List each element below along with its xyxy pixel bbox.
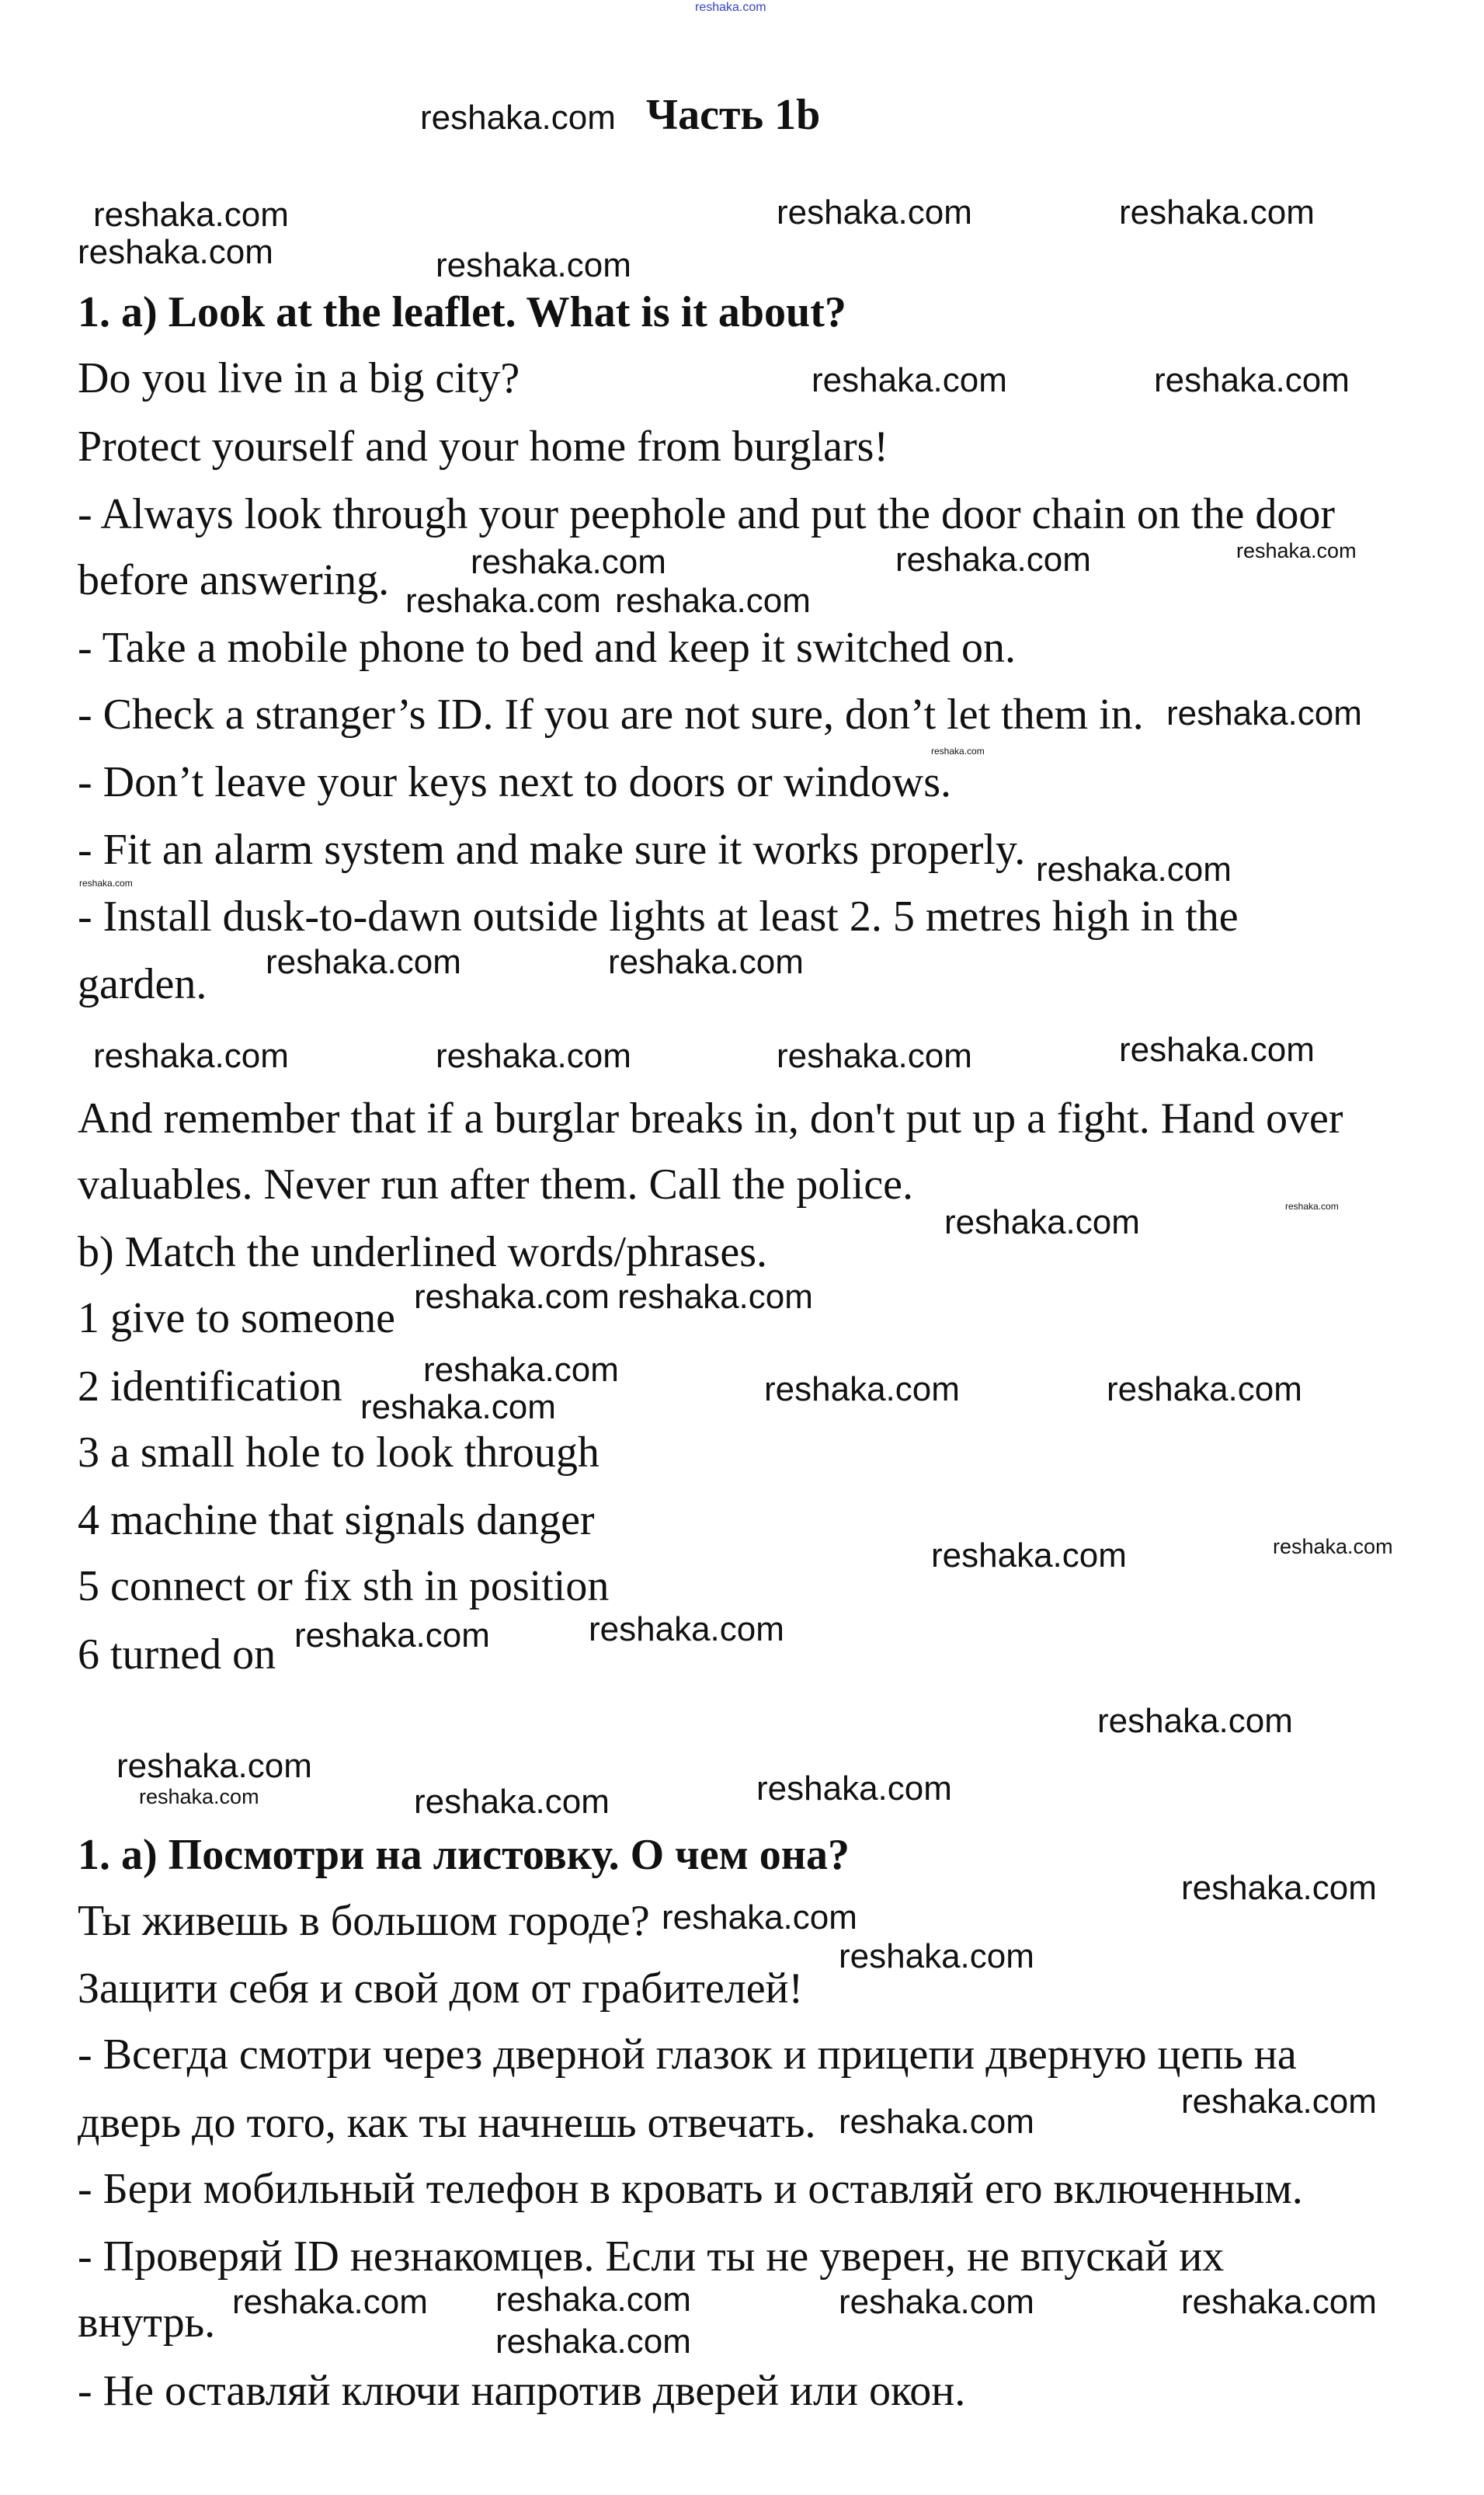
watermark-text: reshaka.com: [405, 582, 601, 620]
watermark-text: reshaka.com: [756, 1769, 952, 1808]
watermark-text: reshaka.com: [436, 246, 631, 284]
text-line: - Install dusk-to-dawn outside lights at least 2. 5 metres high in the: [78, 893, 1239, 941]
watermark-text: reshaka.com: [420, 99, 616, 137]
text-line: Ты живешь в большом городе?: [78, 1897, 650, 1945]
watermark-text: reshaka.com: [1236, 539, 1357, 562]
text-line: 3 a small hole to look through: [78, 1428, 600, 1477]
text-line: - Бери мобильный телефон в кровать и оставляй его включенным.: [78, 2165, 1303, 2213]
watermark-text: reshaka.com: [414, 1783, 610, 1821]
text-line: - Don’t leave your keys next to doors or windows.: [78, 758, 952, 806]
watermark-text: reshaka.com: [116, 1747, 312, 1785]
watermark-text: reshaka.com: [495, 2323, 691, 2361]
text-line: Do you live in a big city?: [78, 354, 520, 402]
watermark-text: reshaka.com: [895, 541, 1091, 579]
watermark-text: reshaka.com: [1097, 1702, 1293, 1740]
text-line: 5 connect or fix sth in position: [78, 1562, 610, 1610]
watermark-text: reshaka.com: [839, 1937, 1034, 1975]
text-line: дверь до того, как ты начнешь отвечать.: [78, 2099, 816, 2147]
watermark-text: reshaka.com: [93, 196, 289, 234]
text-line: b) Match the underlined words/phrases.: [78, 1228, 767, 1276]
text-line: внутрь.: [78, 2298, 216, 2347]
watermark-text: reshaka.com: [78, 233, 273, 271]
watermark-text: reshaka.com: [436, 1037, 631, 1075]
text-line: 6 turned on: [78, 1630, 276, 1679]
text-line: - Всегда смотри через дверной глазок и прицепи дверную цепь на: [78, 2030, 1297, 2079]
watermark-text: reshaka.com: [839, 2283, 1034, 2321]
watermark-text: reshaka.com: [812, 361, 1007, 399]
watermark-text: reshaka.com: [266, 943, 461, 981]
watermark-text: reshaka.com: [471, 543, 666, 581]
watermark-text: reshaka.com: [414, 1278, 610, 1316]
watermark-text: reshaka.com: [695, 1, 766, 14]
text-line: - Не оставляй ключи напротив дверей или окон.: [78, 2367, 966, 2415]
watermark-text: reshaka.com: [360, 1388, 556, 1426]
watermark-text: reshaka.com: [423, 1351, 619, 1389]
text-line: - Check a stranger’s ID. If you are not sure, don’t let them in.: [78, 691, 1144, 739]
watermark-text: reshaka.com: [1119, 193, 1315, 231]
watermark-text: reshaka.com: [1181, 2283, 1377, 2321]
watermark-text: reshaka.com: [93, 1037, 289, 1075]
watermark-text: reshaka.com: [1036, 851, 1232, 889]
text-line: Защити себя и свой дом от грабителей!: [78, 1964, 804, 2013]
text-line: - Fit an alarm system and make sure it works properly.: [78, 826, 1026, 874]
text-line: - Проверяй ID незнакомцев. Если ты не уверен, не впускай их: [78, 2232, 1225, 2281]
watermark-text: reshaka.com: [1181, 1869, 1377, 1907]
watermark-text: reshaka.com: [764, 1370, 960, 1408]
text-line: Protect yourself and your home from burglars!: [78, 423, 889, 471]
text-line: before answering.: [78, 556, 390, 604]
watermark-text: reshaka.com: [495, 2281, 691, 2319]
watermark-text: reshaka.com: [777, 193, 972, 231]
watermark-text: reshaka.com: [617, 1278, 813, 1316]
watermark-text: reshaka.com: [294, 1616, 490, 1655]
watermark-text: reshaka.com: [839, 2103, 1034, 2141]
text-line: garden.: [78, 960, 207, 1008]
watermark-text: reshaka.com: [1166, 694, 1362, 732]
watermark-text: reshaka.com: [79, 878, 133, 889]
watermark-text: reshaka.com: [944, 1203, 1140, 1241]
watermark-text: reshaka.com: [232, 2283, 428, 2321]
watermark-text: reshaka.com: [931, 746, 985, 757]
watermark-text: reshaka.com: [608, 943, 804, 981]
section-heading: 1. а) Посмотри на листовку. О чем она?: [78, 1831, 850, 1879]
watermark-text: reshaka.com: [1285, 1201, 1339, 1212]
text-line: - Take a mobile phone to bed and keep it switched on.: [78, 624, 1017, 672]
watermark-text: reshaka.com: [589, 1610, 784, 1648]
text-line: 1 give to someone: [78, 1294, 396, 1342]
section-heading: 1. a) Look at the leaflet. What is it about?: [78, 288, 846, 336]
text-line: valuables. Never run after them. Call the police.: [78, 1161, 914, 1209]
watermark-text: reshaka.com: [662, 1898, 857, 1936]
watermark-text: reshaka.com: [139, 1785, 259, 1808]
page-title: Часть 1b: [646, 91, 821, 139]
watermark-text: reshaka.com: [777, 1037, 972, 1075]
watermark-text: reshaka.com: [1181, 2083, 1377, 2121]
watermark-text: reshaka.com: [615, 582, 811, 620]
text-line: And remember that if a burglar breaks in, don't put up a fight. Hand over: [78, 1094, 1343, 1143]
text-line: - Always look through your peephole and put the door chain on the door: [78, 490, 1335, 538]
text-line: 4 machine that signals danger: [78, 1496, 595, 1544]
watermark-text: reshaka.com: [1154, 361, 1350, 399]
watermark-text: reshaka.com: [1119, 1031, 1315, 1069]
watermark-text: reshaka.com: [1273, 1535, 1393, 1558]
watermark-text: reshaka.com: [931, 1536, 1127, 1575]
text-line: 2 identification: [78, 1362, 342, 1411]
watermark-text: reshaka.com: [1107, 1370, 1302, 1408]
